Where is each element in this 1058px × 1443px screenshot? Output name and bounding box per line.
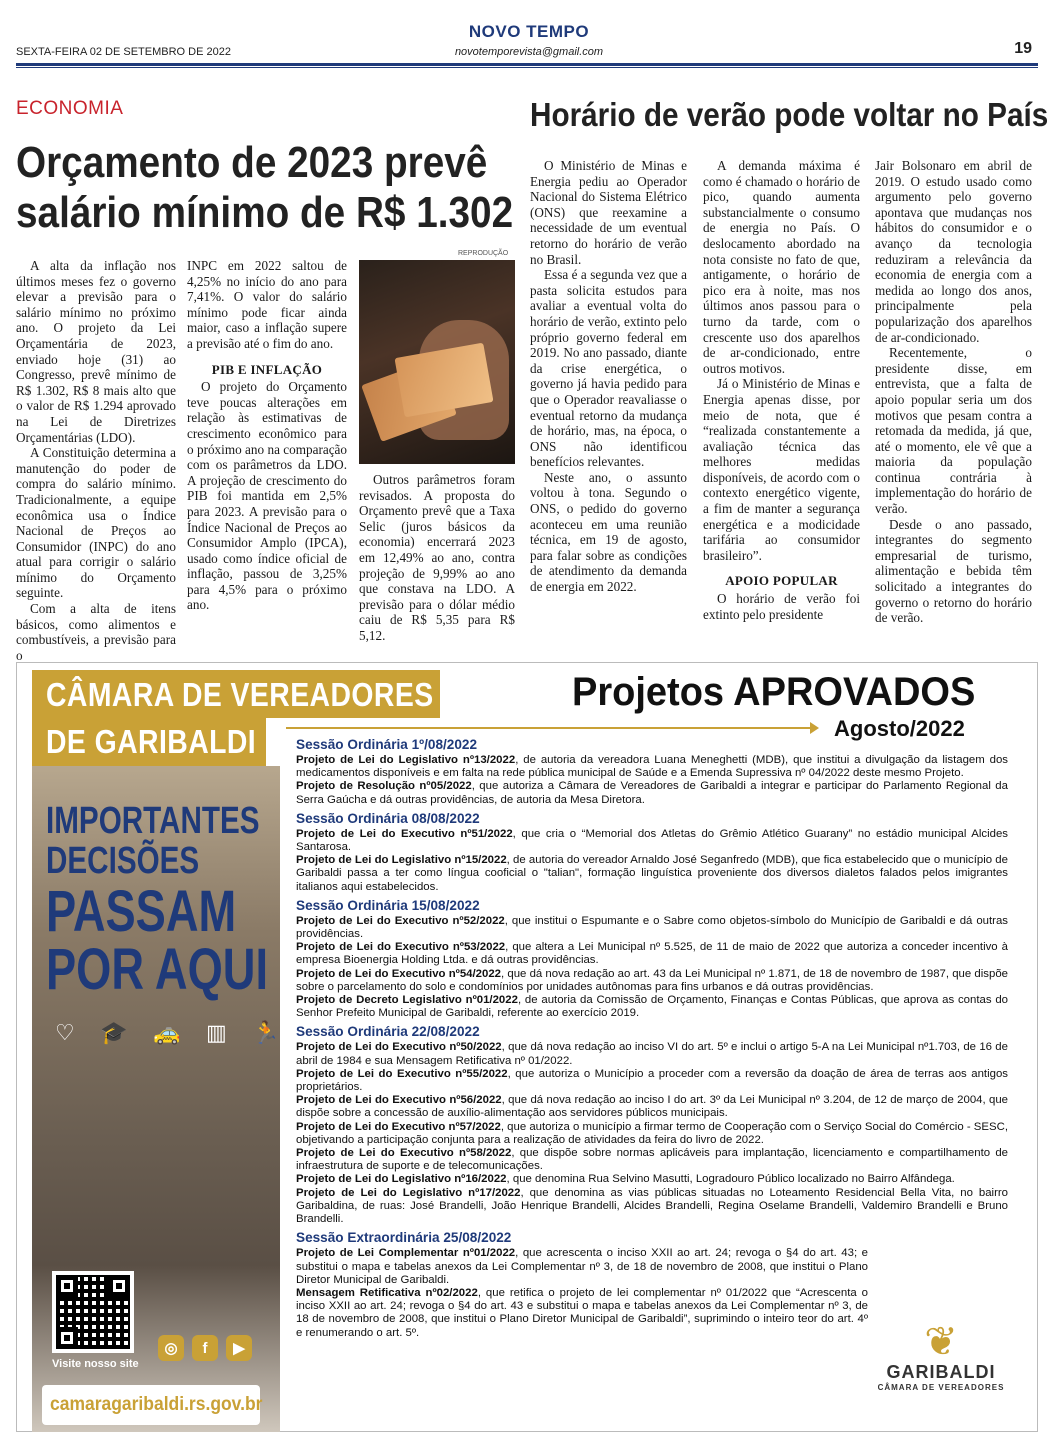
instagram-icon[interactable]: ◎ [158,1335,184,1361]
paragraph: Já o Ministério de Minas e Energia apenas disse, por meio de nota, que é “realizada constantemente a avaliação técnica das melhores medidas disponíveis, de acordo com o contexto energético vigente, a fim de manter a segurança energética e a modicidade tarifária ao consumidor brasileiro”. [703,376,860,563]
project-description: , que institui o Espumante e o Sabre como objetos-símbolo do Município de Garibaldi e dá outras providências. [296,914,1008,941]
project-description: , que acrescenta o inciso XXII ao art. 24; revoga o §4 do art. 43; e substitui o mapa e tabelas anexos da Lei Complementar nº 3, de 18 de novembro de 2008, que institui o Plano Diretor Municipal de Garibaldi. [296,1247,868,1286]
approved-project [296,1041,1008,1067]
project-description: , de autoria do vereador Arnaldo José Seganfredo (MDB), que fica estabelecido que o município de Garibaldi passa a ter como língua cooficial o "talian", formação linguística proveniente dos diversos dialetos falados pelos imigrantes italianos aqui estabelecidos. [296,854,1008,893]
project-description: , que dá nova redação ao inciso VI do art. 5º e inclui o artigo 5-A na Lei Municipal nº1.703, de 16 de abril de 1984 e sua Mensagem Retificativa nº 01/2022. [296,1041,1008,1067]
approved-project [296,1173,1008,1186]
logo-name: GARIBALDI [886,1362,996,1382]
project-description: , que retifica o projeto de lei complementar nº 01/2022 que “Acrescenta o inciso XXII ao art. 24; revoga o §4 do art. 43 e substitui o mapa e tabelas anexos da Lei Complementar nº 3, de 18 de novembro de 2008, que institui o Plano Diretor Municipal de Garibaldi”, suprimindo o inteiro teor do art. 4º e renumerando o art. 5º. [296,1286,868,1339]
project-id: Projeto de Lei do Executivo nº58/2022 [296,1147,512,1160]
paragraph: Recentemente, o presidente disse, em entrevista, que a falta de apoio popular seria um dos motivos que pesam contra a retomada da medida, já que, até o momento, ele vê que a maioria da população continua contrária à implementação do horário de verão. [875,345,1032,517]
paragraph: O projeto do Orçamento teve poucas alterações em relação às estimativas de crescimento econômico para o próximo ano na comparação com os parâmetros da LDO. A projeção de crescimento do PIB foi mantida em 2,5% para 2023. A previsão para o Índice Nacional de Preços ao Consumidor Amplo (IPCA), usado como índice oficial de inflação, passou de 3,25% para 4,5% para o próximo ano. [187,379,347,613]
section-label: ECONOMIA [16,98,124,119]
header-rule [16,63,1038,66]
photo-credit: REPRODUÇÃO [458,250,509,257]
project-description: , que autoriza o Município a proceder com a reversão da doação de área de terras aos antigos proprietários. [296,1067,1008,1094]
paragraph: A alta da inflação nos últimos meses fez o governo elevar a previsão para o salário mínimo no próximo ano. O projeto da Lei Orçamentária de 2023, enviado hoje (31) ao Congresso, prevê mínimo de R$ 1.302, R$ 8 mais alto que o valor de R$ 1.294 aprovado na Lei de Diretrizes Orçamentárias (LDO). [16,258,176,445]
project-id: Projeto de Lei do Legislativo nº17/2022 [296,1186,521,1199]
project-id: Projeto de Lei do Executivo nº53/2022 [296,941,506,954]
paragraph: A Constituição determina a manutenção do poder de compra do salário mínimo. Tradicionalmente, a equipe econômica usa o Índice Nacional de Preços ao Consumidor (INPC) do ano atual para corrigir o salário mínimo do Orçamento seguinte. [16,445,176,601]
social-links [158,1335,252,1361]
article1-column-3 [359,472,515,644]
header-rule-thin [16,67,1038,68]
article1-column-2 [187,258,347,613]
project-description: , que dispõe sobre normas aplicáveis para implantação, licenciamento e compartilhamento de infraestrutura de suporte e de telecomunicações. [296,1147,1008,1173]
approved-project [296,828,1008,854]
session-title: Sessão Extraordinária 25/08/2022 [296,1230,512,1246]
project-description: , que dá nova redação ao inciso I do art. 3º da Lei Municipal nº 3.204, de 12 de março de 2004, que dispõe sobre a concessão de auxílio-alimentação aos servidores públicos municipais. [296,1094,1008,1120]
project-description: , que dá nova redação ao art. 43 da Lei Municipal nº 1.871, de 18 de novembro de 1987, que dispõe sobre o parcelamento do solo e condomínios por unidades autônomas para fins urbanos e dá outras providências. [296,967,1008,993]
arrow-icon [810,722,819,734]
subheading: APOIO POPULAR [725,573,838,589]
banner-line-2: DE GARIBALDI [46,723,257,760]
project-description: , de autoria da vereadora Luana Meneghetti (MDB), que institui a divulgação da listagem dos medicamentos disponíveis e em falta na rede pública municipal de Saúde e a Emenda Supressiva nº 04/2022 deste mesmo Projeto. [296,754,1008,780]
paragraph: INPC em 2022 saltou de 4,25% no início do ano para 7,41%. O valor do salário mínimo pode ficar ainda maior, caso a inflação supere a previsão até o fim do ano. [187,258,347,351]
paragraph: A demanda máxima é como é chamado o horário de pico, quando aumenta substancialmente o consumo de energia no País. O deslocamento abordado na nota consiste no fato de que, antigamente, o horário de pico era à noite, mas nos últimos anos passou para o turno da tarde, com o crescente uso dos aparelhos de ar-condicionado, entre outros motivos. [703,158,860,376]
approved-project [296,915,1008,941]
qr-code[interactable] [52,1271,134,1353]
project-id: Projeto de Lei do Executivo nº54/2022 [296,967,501,980]
project-id: Projeto de Lei do Executivo nº57/2022 [296,1120,501,1133]
newspaper-name: NOVO TEMPO [468,22,590,41]
project-id: Mensagem Retificativa nº02/2022 [296,1286,478,1299]
session-title: Sessão Ordinária 22/08/2022 [296,1024,480,1040]
website-url[interactable]: camaragaribaldi.rs.gov.br [50,1394,263,1415]
approved-project [296,1121,1008,1147]
banner-line-1: CÂMARA DE VEREADORES [46,676,434,713]
approved-project [296,780,1008,806]
session-block [296,811,1008,894]
article2-column-2 [703,158,860,622]
session-block [296,898,1008,1021]
paragraph: Outros parâmetros foram revisados. A proposta do Orçamento prevê que a Taxa Selic (juros básicos da economia) encerrará 2023 em 12,49% ao ano, contra projeção de 9,99% ao ano que constava na LDO. A previsão para o dólar médio caiu de R$ 5,35 para R$ 5,12. [359,472,515,643]
slogan-line-1: IMPORTANTES [46,800,260,842]
approved-project [296,754,1008,780]
project-id: Projeto de Lei do Legislativo nº13/2022 [296,754,516,766]
subheading: PIB E INFLAÇÃO [211,361,323,377]
approved-project [296,968,1008,994]
approved-project [296,1068,1008,1094]
slogan-line-3: PASSAM [46,879,237,944]
projects-month: Agosto/2022 [834,716,965,741]
approved-project [296,1187,1008,1227]
project-description: , que cria o “Memorial dos Atletas do Grêmio Atlético Guarany” no estádio municipal Alcides Santarosa. [296,827,1008,854]
issue-date: SEXTA-FEIRA 02 DE SETEMBRO DE 2022 [16,46,231,58]
project-description: , que denomina as vias públicas situadas no Loteamento Residencial Bella Vita, no bairro Garibaldina, de ruas: José Brandelli, João Henrique Brandelli, Alcides Brandelli, Regina Oselame Brandelli, Valdemiro Brandelli e Bruno Brandelli. [296,1186,1008,1226]
project-description: , de autoria da Comissão de Orçamento, Finanças e Contas Públicas, que aprova as contas do Senhor Prefeito Municipal de Garibaldi, referente ao exercício 2019. [296,994,1008,1020]
logo-subtitle: CÂMARA DE VEREADORES [877,1383,1005,1392]
project-description: , que denomina Rua Selvino Masutti, Logradouro Público localizado no Bairro Alfândega. [506,1173,955,1186]
theme-icons: ♡ 🎓 🚕 ▥ 🏃 [55,1020,290,1045]
approved-project [296,994,1008,1020]
project-id: Projeto de Lei Complementar nº01/2022 [296,1247,516,1260]
article2-headline: Horário de verão pode voltar no País [530,96,1049,133]
project-id: Projeto de Resolução nº05/2022 [296,780,472,793]
article1-column-1 [16,258,176,663]
approved-project [296,854,1008,894]
project-id: Projeto de Lei do Legislativo nº15/2022 [296,854,507,867]
headline-line-2: salário mínimo de R$ 1.302 [16,188,514,237]
project-description: , que autoriza o município a firmar termo de Cooperação com o Serviço Social do Comércio - SESC, objetivando a participação conjunta para a realização de atividades da feira do livro de 2022. [296,1120,1008,1146]
session-title: Sessão Ordinária 15/08/2022 [296,897,480,913]
paragraph: Neste ano, o assunto voltou à tona. Segundo o ONS, o pedido do governo aconteceu em uma reunião técnica, em 19 de agosto, para falar sobre as condições de atendimento da demanda de energia em 2022. [530,469,687,595]
youtube-icon[interactable]: ▶ [226,1335,252,1361]
approved-project [296,1094,1008,1120]
approved-project [296,941,1008,967]
slogan-line-2: DECISÕES [46,840,200,882]
money-photo [359,260,515,464]
page-number: 19 [1014,40,1032,57]
arrow-line [286,727,816,729]
paragraph: O horário de verão foi extinto pelo presidente [703,591,860,622]
contact-email[interactable]: novotemporevista@gmail.com [454,46,604,58]
article2-column-3 [875,158,1032,626]
paragraph: O Ministério de Minas e Energia pediu ao Operador Nacional do Sistema Elétrico (ONS) que reexamine a necessidade de um eventual retorno do horário de verão no Brasil. [530,158,687,267]
grape-icon: ❦ [924,1319,958,1364]
paragraph: Desde o ano passado, integrantes do segmento empresarial de turismo, alimentação e bebida têm solicitado a integrantes do governo o retorno do horário de verão. [875,516,1032,626]
project-description: , que altera a Lei Municipal nº 5.525, de 11 de maio de 2022 que autoriza a conceder incentivo à empresa Bioenergia Holding Ltda. e dá outras providências. [296,941,1008,967]
garibaldi-logo [866,1319,1016,1422]
approved-project [296,1247,868,1287]
project-id: Projeto de Lei do Executivo nº55/2022 [296,1067,508,1080]
session-title: Sessão Ordinária 1º/08/2022 [296,737,478,752]
paragraph: Jair Bolsonaro em abril de 2019. O estudo usado como argumento pelo governo apontava que mudanças nos hábitos do consumidor e o avanço da tecnologia reduziram a relevância da economia de energia com a medida ao longo dos anos, principalmente pela popularização dos aparelhos de ar-condicionado. [875,158,1032,345]
paragraph: Com a alta de itens básicos, como alimentos e combustíveis, a previsão para o [16,601,176,663]
visit-site-label: Visite nosso site [52,1358,139,1370]
session-block [296,1024,1008,1226]
project-id: Projeto de Lei do Executivo nº50/2022 [296,1041,502,1054]
approved-project [296,1147,1008,1173]
slogan-line-4: POR AQUI [46,937,269,1002]
project-id: Projeto de Lei do Executivo nº51/2022 [296,827,513,840]
projects-title: Projetos APROVADOS [572,670,976,714]
facebook-icon[interactable]: f [192,1335,218,1361]
paragraph: Essa é a segunda vez que a pasta solicita estudos para avaliar a eventual volta do horário de verão, extinto pelo próprio governo federal em 2019. No ano passado, diante da crise energética, o governo já havia pedido para que o Operador reavaliasse o eventual retorno da mudança de horário, mas, na época, o ONS não identificou benefícios relevantes. [530,267,687,470]
session-title: Sessão Ordinária 08/08/2022 [296,810,480,826]
headline-line-1: Orçamento de 2023 prevê [16,138,488,187]
article1-headline [16,138,514,238]
article2-column-1 [530,158,687,595]
project-id: Projeto de Lei do Executivo nº56/2022 [296,1094,502,1107]
session-block [296,737,1008,807]
project-id: Projeto de Decreto Legislativo nº01/2022 [296,994,518,1007]
project-description: , que autoriza a Câmara de Vereadores de Garibaldi a integrar e participar do Parlamento Regional da Serra Gaúcha e dá outras providências, de autoria da Mesa Diretora. [296,780,1008,806]
project-id: Projeto de Lei do Legislativo nº16/2022 [296,1173,507,1186]
approved-project [296,1287,868,1340]
project-id: Projeto de Lei do Executivo nº52/2022 [296,914,505,927]
sessions-list [296,737,1008,1344]
